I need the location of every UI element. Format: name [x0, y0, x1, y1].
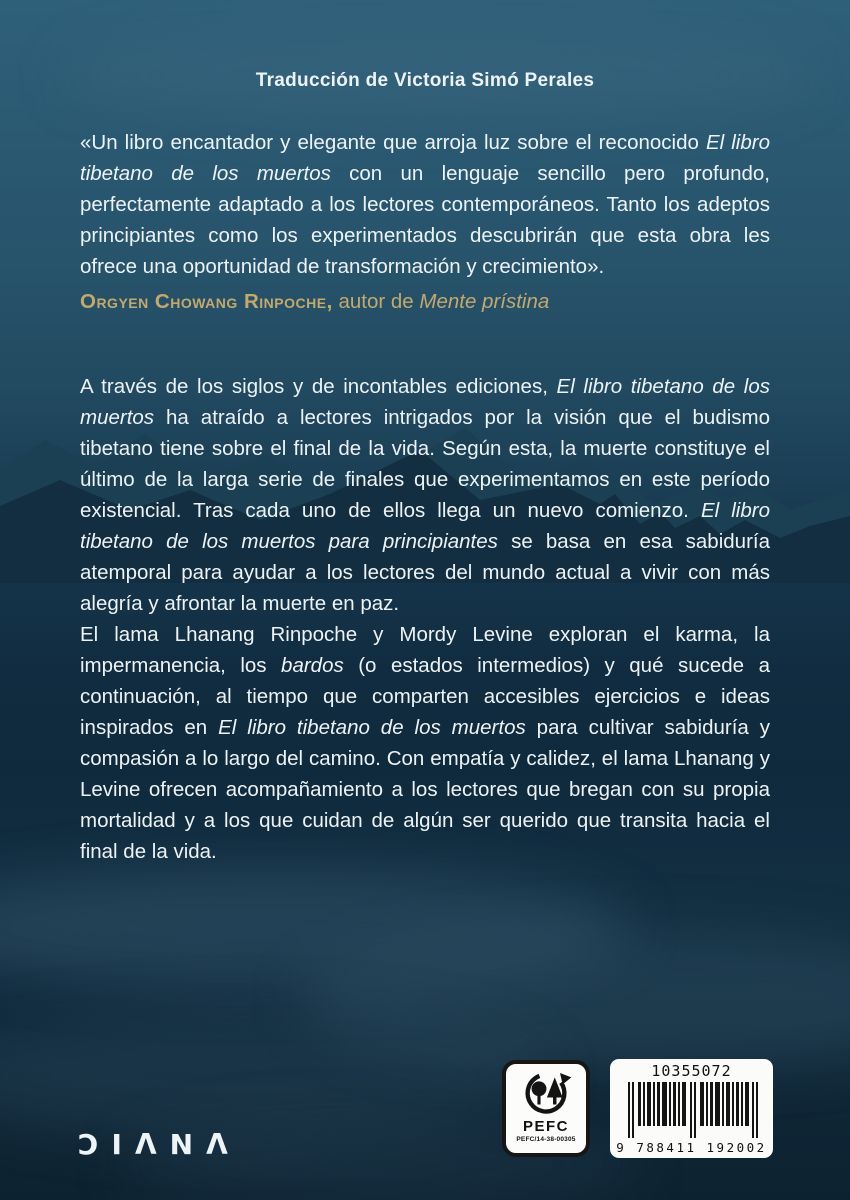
- endorsement-quote: «Un libro encantador y elegante que arroja luz sobre el reconocido El libro tibetano de los muertos con un lenguaje sencillo pero profundo, perfectamente adaptado a los lectores contemporáneos. Tanto los adeptos principiantes como los experimentados descubrirán que esta obra les ofrece una oportunidad de transformación y crecimiento».: [80, 131, 770, 278]
- quote-attribution: [80, 286, 770, 317]
- barcode-label: [610, 1059, 773, 1158]
- synopsis-paragraph-1: A través de los siglos y de incontables ediciones, El libro tibetano de los muertos ha atraído a lectores intrigados por la visión que el budismo tibetano tiene sobre el final de la vida. Según esta, la muerte constituye el último de la larga serie de finales que experimentamos en este período existencial. Tras cada uno de ellos llega un nuevo comienzo. El libro tibetano de los muertos para principiantes se basa en esa sabiduría atemporal para ayudar a los lectores del mundo actual a vivir con más alegría y afrontar la muerte en paz.: [80, 375, 770, 615]
- pefc-label: PEFC: [522, 1118, 569, 1135]
- publisher-logo-diana: ƆIΛNΛ: [78, 1128, 241, 1161]
- quote-attribution-name: Orgyen Chowang Rinpoche,: [80, 290, 333, 313]
- quote-attribution-role: autor de: [332, 290, 420, 313]
- barcode-isbn: 9 788411 192002: [616, 1140, 767, 1155]
- quote-attribution-work: Mente prístina: [419, 290, 550, 313]
- pefc-cert-code: PEFC/14-38-00305: [516, 1136, 576, 1143]
- barcode-bars-icon: [626, 1082, 758, 1138]
- barcode-number: 10355072: [651, 1062, 732, 1080]
- pefc-trees-icon: [518, 1069, 574, 1119]
- translator-credit: Traducción de Victoria Simó Perales: [255, 70, 595, 91]
- endorsement-quote-block: [80, 127, 770, 317]
- synopsis-paragraph-2: El lama Lhanang Rinpoche y Mordy Levine exploran el karma, la impermanencia, los bardos (o estados intermedios) y qué sucede a continuación, al tiempo que comparten accesibles ejercicios e ideas inspirados en El libro tibetano de los muertos para cultivar sabiduría y compasión a lo largo del camino. Con empatía y calidez, el lama Lhanang y Levine ofrecen acompañamiento a los lectores que bregan con su propia mortalidad y a los que cuidan de algún ser querido que transita hacia el final de la vida.: [80, 623, 770, 863]
- pefc-certification-badge: [502, 1060, 590, 1157]
- synopsis: [80, 371, 770, 867]
